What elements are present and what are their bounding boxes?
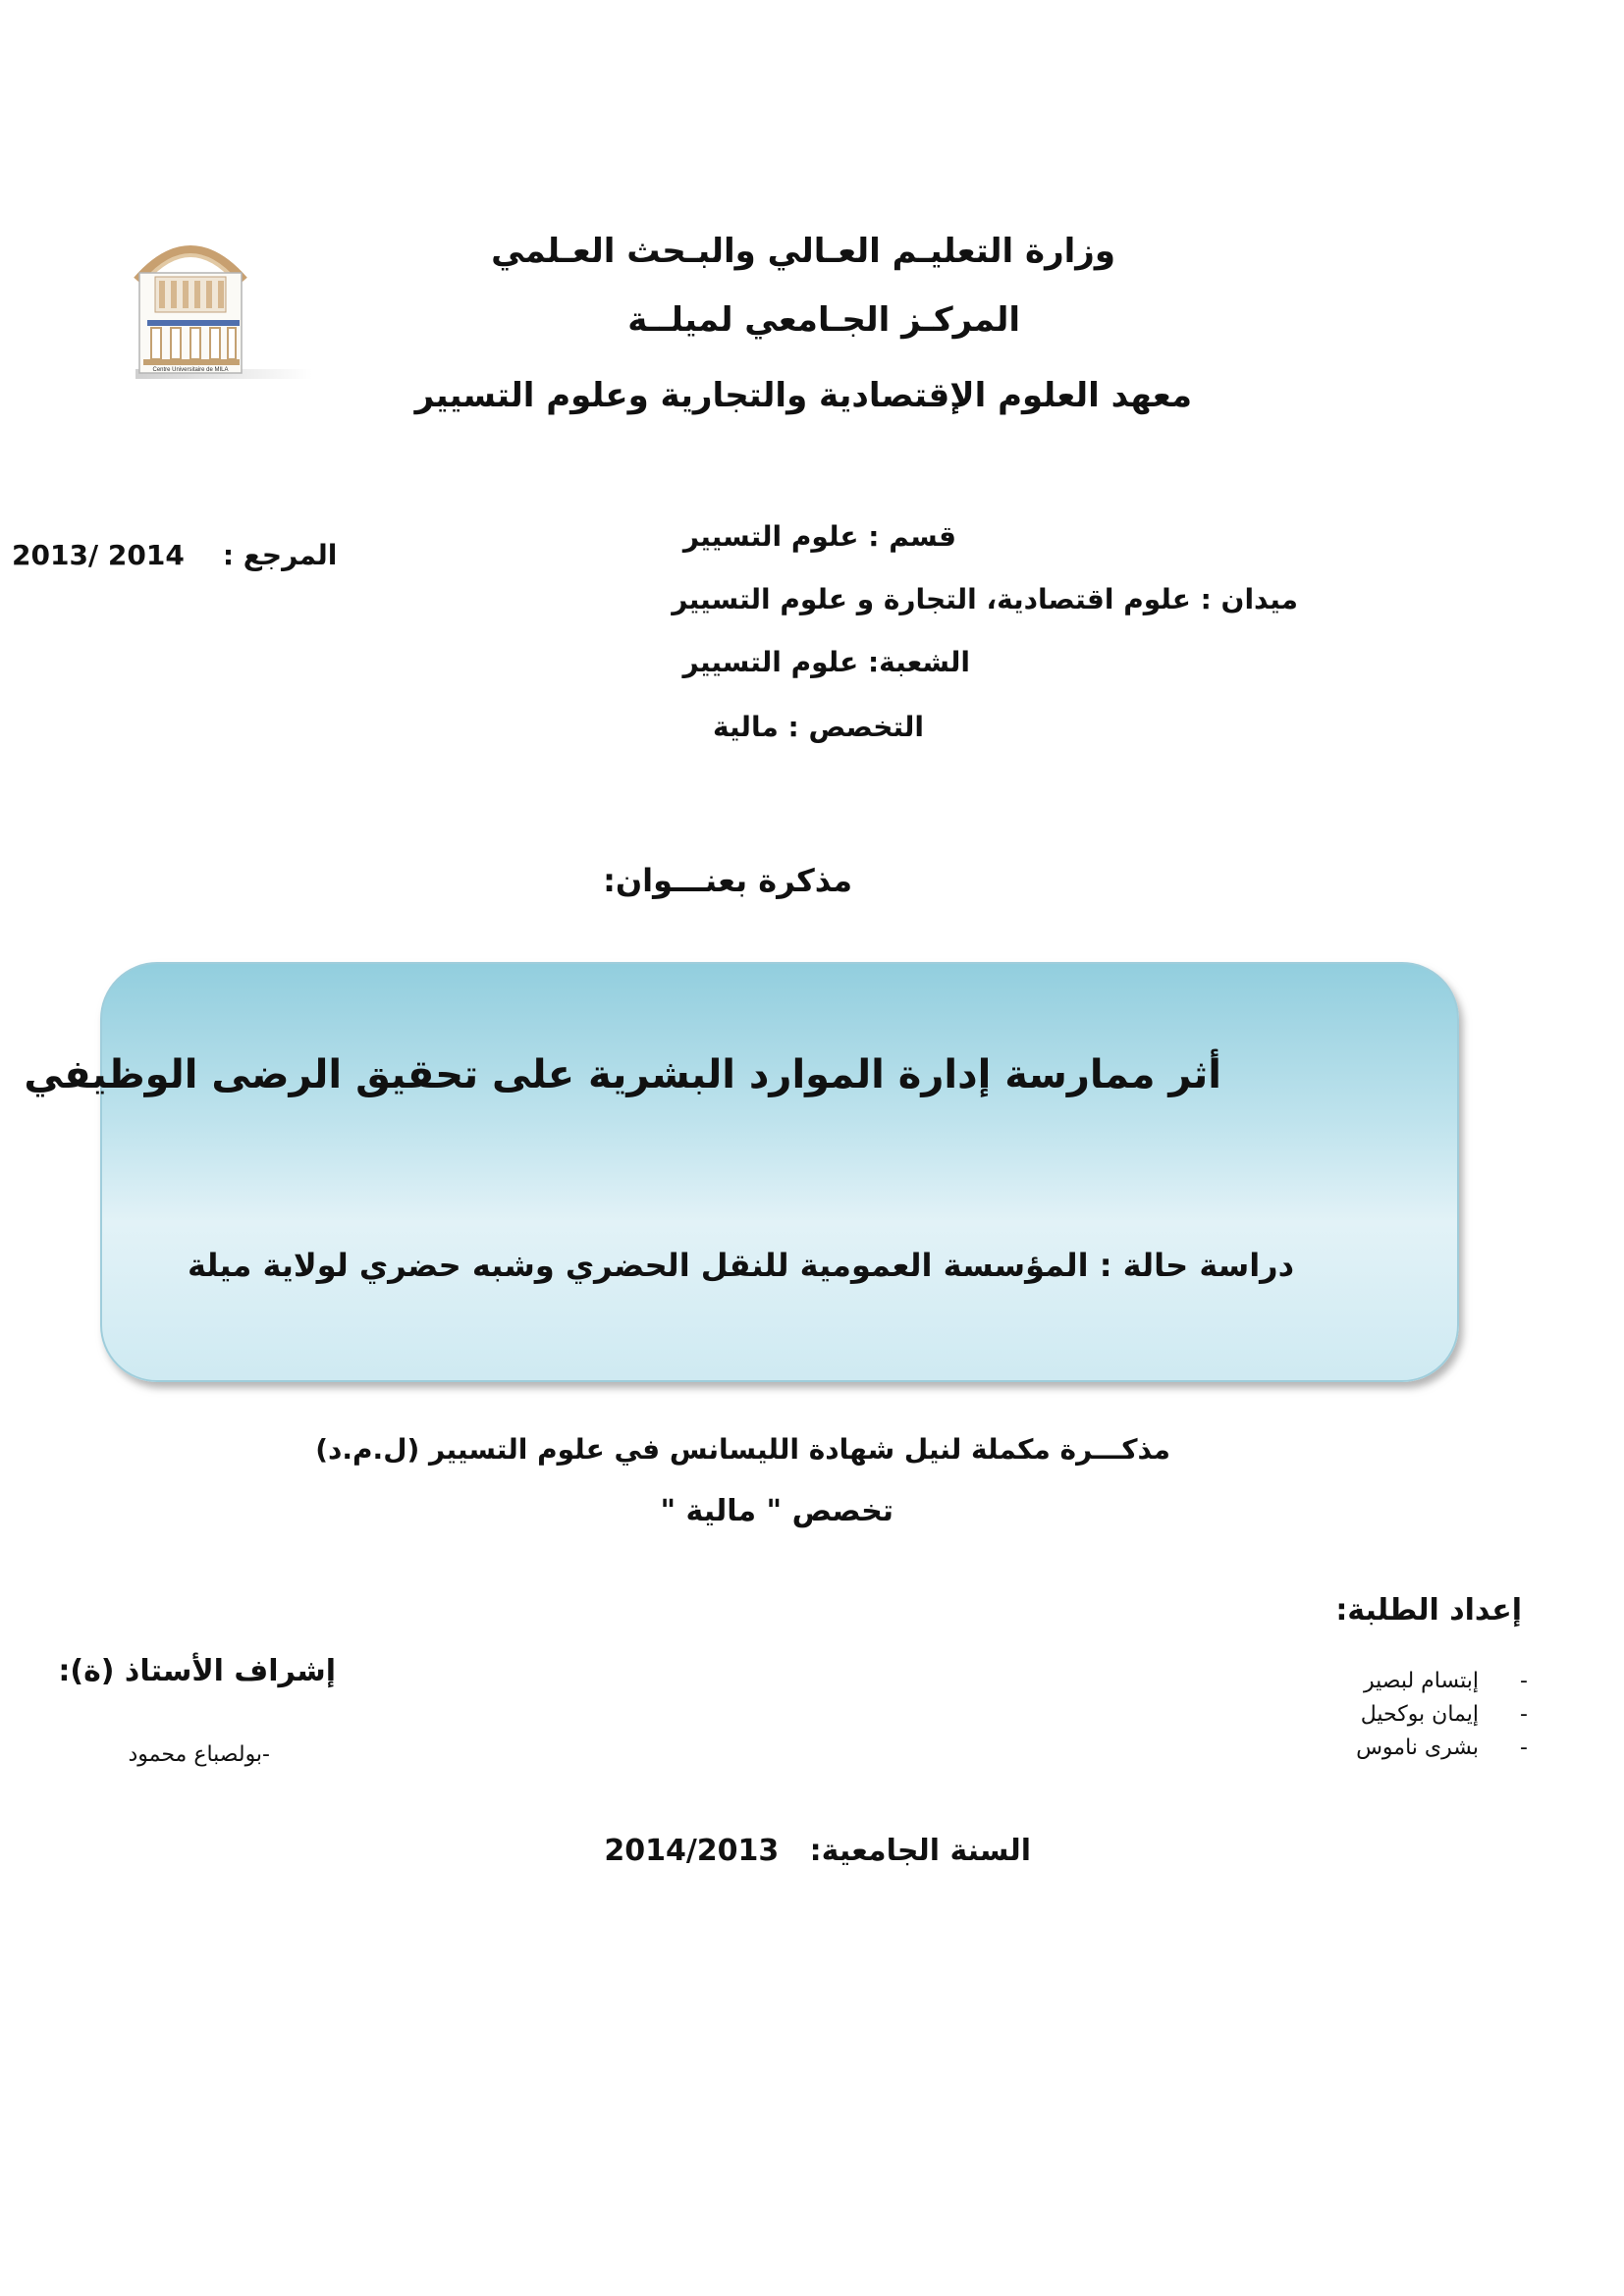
student-item (1223, 1735, 1528, 1769)
academic-year-value: 2014/2013 (604, 1834, 780, 1868)
case-study-subtitle: دراسة حالة : المؤسسة العمومية للنقل الحضري وشبه حضري لولاية ميلة (187, 1247, 1294, 1284)
branch-line: الشعبة: علوم التسيير (682, 646, 970, 678)
title-box (100, 962, 1459, 1382)
institute-title: معهد العلوم الإقتصادية والتجارية وعلوم التسيير (414, 376, 1192, 415)
list-dash: - (1520, 1735, 1528, 1760)
academic-year-label: السنة الجامعية: (809, 1834, 1031, 1868)
department-line: قسم : علوم التسيير (682, 520, 956, 553)
reference-label: المرجع : (222, 539, 338, 571)
reference-value: 2013/ 2014 (12, 539, 185, 571)
student-item (1223, 1702, 1528, 1735)
student-name: بشرى ناموس (1356, 1735, 1479, 1760)
specialization-line: التخصص : مالية (713, 711, 924, 743)
list-dash: - (1520, 1669, 1528, 1693)
student-item (1223, 1669, 1528, 1702)
university-logo (126, 224, 318, 393)
ministry-title: وزارة التعليـم العـالي والبـحث العـلمي (491, 232, 1115, 271)
university-center-title: المركـز الجـامعي لميلــة (627, 300, 1020, 340)
student-name: إيمان بوكحيل (1360, 1702, 1479, 1727)
memo-heading: مذكرة بعنـــوان: (603, 862, 852, 899)
student-name: إبتسام لبصير (1363, 1669, 1479, 1693)
supervisor-name: -بولصباع محمود (128, 1742, 270, 1767)
logo-caption: Centre Universitaire de MILA (152, 367, 229, 373)
students-label: إعداد الطلبة: (1335, 1593, 1522, 1628)
field-line: ميدان : علوم اقتصادية، التجارة و علوم التسيير (672, 583, 1298, 615)
reference-line (12, 539, 337, 571)
thesis-title: أثر ممارسة إدارة الموارد البشرية على تحقيق الرضى الوظيفي (24, 1052, 1221, 1097)
list-dash: - (1520, 1702, 1528, 1727)
supervisor-label: إشراف الأستاذ (ة): (58, 1654, 336, 1688)
university-building-icon (126, 224, 318, 393)
specialty-line: تخصص " مالية " (660, 1494, 893, 1528)
degree-line: مذكـــرة مكملة لنيل شهادة الليسانس في علوم التسيير (ل.م.د) (315, 1433, 1170, 1466)
academic-year-line (604, 1834, 1031, 1868)
students-list (1223, 1669, 1528, 1769)
